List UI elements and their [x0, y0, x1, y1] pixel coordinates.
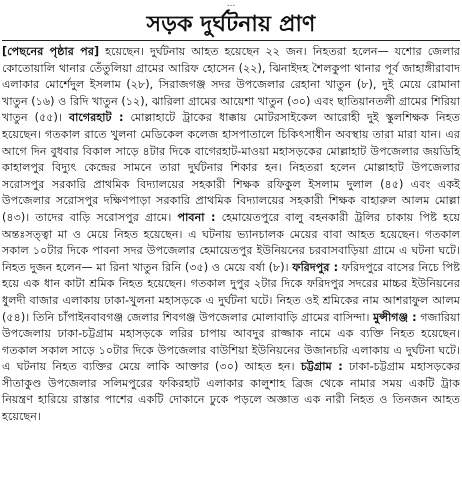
place-label: বাগেরহাট : [68, 111, 124, 125]
place-label: পাবনা : [177, 210, 216, 224]
headline-divider [2, 40, 460, 41]
article-paragraph-run: ঢাকা-চট্টগ্রাম মহাসড়কের সীতাকুণ্ড উপজেলার সলিমপুরের ফকিরহাট এলাকার কালুশাহ ব্রিজ থেকে নামার সময় একটি ট্রাক নিয়ন্ত্রণ হারিয়ে রাস্তার পাশের একটি দোকানে ঢুকে পড়লে অজ্ঞাত এক নারী নিহত ও তিনজন আহত হয়েছেন। [2, 360, 460, 424]
place-label: চট্টগ্রাম : [300, 360, 343, 374]
article-paragraph-run: গজারিয়া উপজেলায় ঢাকা-চট্টগ্রাম মহাসড়কে লরির চাপায় আবদুর রাজ্জাক নামে এক ব্যক্তি নিহত হয়েছেন। গতকাল সকাল সাড়ে ১০টার দিকে উপজেলার বাউশিয়া ইউনিয়নের উজানচরি এলাকায় এ দুর্ঘটনা ঘটে। এ ঘটনায় নিহত ব্যক্তির মেয়ে লাকি আক্তার (৩০) আহত হন। [2, 310, 460, 374]
article-paragraph-run: মোল্লাহাটে ট্রাকের ধাক্কায় মোটরসাইকেল আরোহী দুই স্কুলশিক্ষক নিহত হয়েছেন। গতকাল রাতে খুলনা মেডিকেল কলেজ হাসপাতালে চিকিৎসাধীন অবস্থায় তারা মারা যান। এর আগে দিন বুধবার বিকাল সাড়ে ৪টার দিকে বাগেরহাট-মাওয়া মহাসড়কের মোল্লাহাট উপজেলার জয়ডিহি কাহালপুর বিদ্যুৎ কেন্দ্রের সামনে তারা দুর্ঘটনার শিকার হন। নিহতরা হলেন মোল্লাহাট উপজেলার সরোসপুর সরকারি প্রাথমিক বিদ্যালয়ের সহকারী শিক্ষক রফিকুল ইসলাম দুলাল (৪৫) এবং একই উপজেলার সরোসপুর দক্ষিণপাড়া সরকারি প্রাথমিক বিদ্যালয়ের সহকারী শিক্ষক বাহারুল আলম মোল্লা (৪৩)। তাদের বাড়ি সরোসপুর গ্রামে। [2, 111, 460, 224]
headline: সড়ক দুর্ঘটনায় প্রাণ [146, 12, 316, 37]
article-body [2, 44, 460, 426]
continuation-label: [পেছনের পৃষ্ঠার পর] [2, 45, 100, 58]
article-text [2, 45, 460, 423]
top-cut-text: ... [226, 0, 236, 9]
article-paragraph-run: হয়েছেন। দুর্ঘটনায় আহত হয়েছেন ২২ জন। নিহতরা হলেন— যশোর জেলার কোতোয়ালি থানার তেঁতুলিয়া গ্রামের আরিফ হোসেন (২২), ঝিনাইদহ শৈলকুপা থানার পূর্ব জাহাঙ্গীরাবাদ এলাকার মোর্শেদুল ইসলাম (২৮), সিরাজগঞ্জ সদর উপজেলার রেহানা খাতুন (৮), দুই মেয়ে রোমানা খাতুন (১৬) ও রিদি খাতুন (১২), ঝারিলা গ্রামের আয়েশা খাতুন (৩০) এবং ছাতিয়ানতলী গ্রামের শিরিয়া খাতুন (৫৫)। [2, 45, 460, 125]
article-paragraph-run: ফরিদপুরে বাসের নিচে পিষ্ট হয়ে এক ধান কাটা শ্রমিক নিহত হয়েছেন। গতকাল দুপুর ২টার দিকে ফরিদপুর সদরের মাচ্চর ইউনিয়নের ধুলদী বাজার এলাকায় ঢাকা-খুলনা মহাসড়কে এ দুর্ঘটনা ঘটে। নিহত ওই শ্রমিকের নাম আশরাফুল আলম (৫৪)। তিনি চাঁপাইনবাবগঞ্জ জেলার শিবগঞ্জ উপজেলার মোলাবাড়ি গ্রামের বাসিন্দা। [2, 260, 460, 324]
article-paragraph-run: হেমায়েতপুরে বালু বহনকারী ট্রলির চাকায় পিষ্ট হয়ে অন্তঃসত্ত্বা মা ও মেয়ে নিহত হয়েছেন। এ ঘটনায় ভ্যানচালক মেয়ের বাবা আহত হয়েছেন। গতকাল সকাল ১০টার দিকে পাবনা সদর উপজেলার হেমায়েতপুর ইউনিয়নের চরবাসবাড়িয়া গ্রামে এ ঘটনা ঘটে। নিহত দুজন হলেন— মা রিনা খাতুন রিনি (৩৫) ও মেয়ে বর্ষা (৮)। [2, 210, 461, 274]
place-label: ফরিদপুর : [292, 260, 339, 274]
place-label: মুন্সীগঞ্জ : [373, 310, 417, 324]
